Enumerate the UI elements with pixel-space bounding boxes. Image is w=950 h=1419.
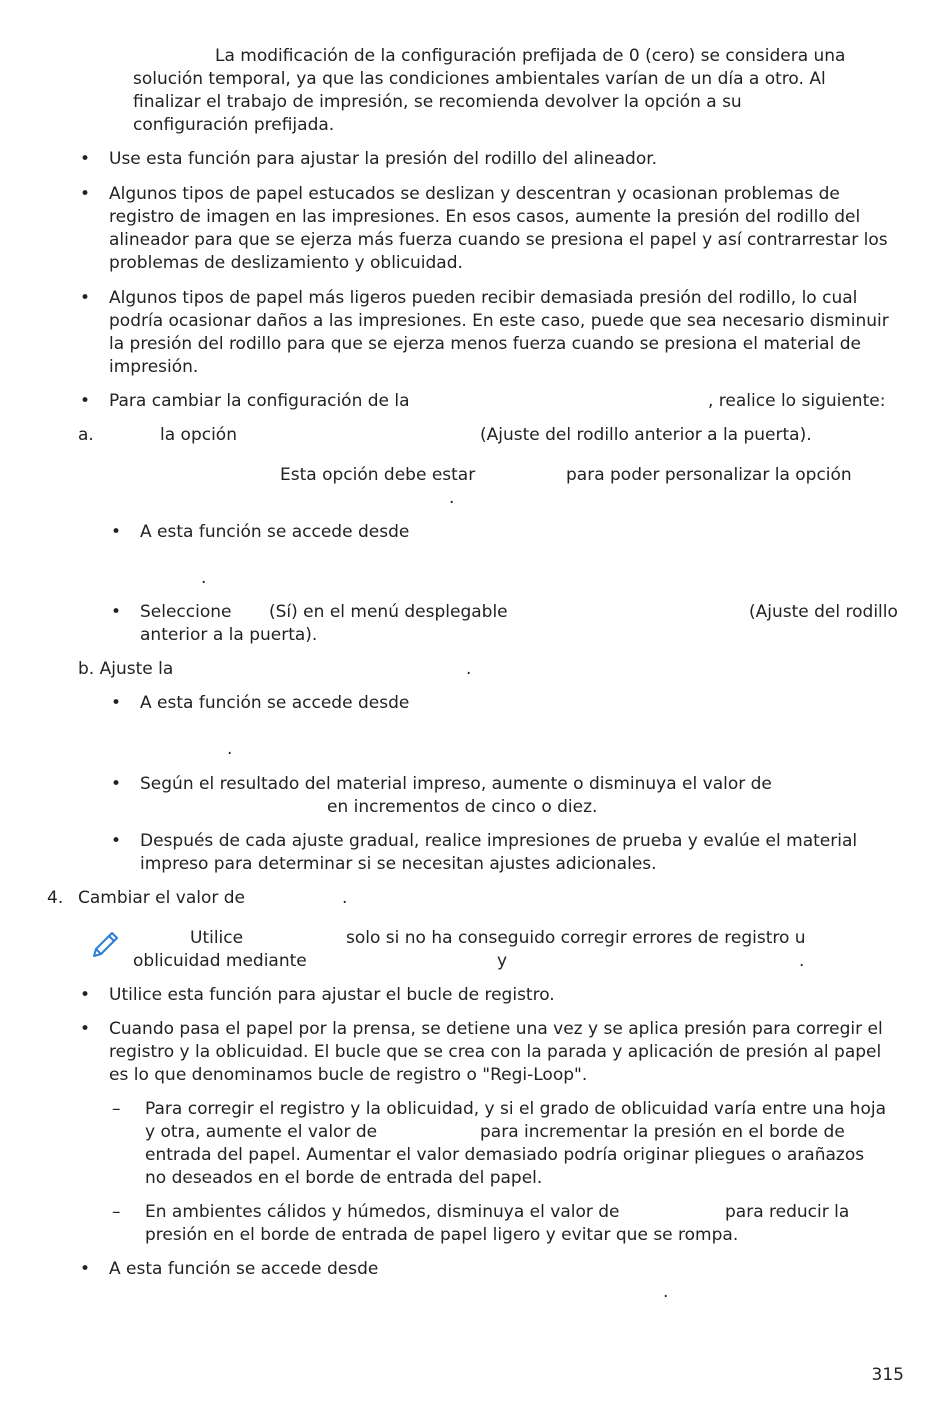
note-line: y	[497, 951, 508, 971]
note-line: Utilice	[190, 928, 244, 948]
list-item: y otra, aumente el valor de	[145, 1122, 378, 1142]
bullet-glyph: •	[111, 693, 122, 713]
bullet-glyph: •	[80, 985, 91, 1005]
list-item: Para corregir el registro y la oblicuidad, y si el grado de oblicuidad varía entre una hoja	[145, 1099, 886, 1119]
list-item: para reducir la	[725, 1202, 850, 1222]
list-item: , realice lo siguiente:	[708, 391, 886, 411]
bullet-glyph: •	[80, 1019, 91, 1039]
list-item: problemas de deslizamiento y oblicuidad.	[109, 253, 463, 273]
bullet-glyph: •	[80, 1259, 91, 1279]
note-line: solo si no ha conseguido corregir errores de registro u	[346, 928, 806, 948]
list-item: Algunos tipos de papel más ligeros pueden recibir demasiada presión del rodillo, lo cual	[109, 288, 858, 308]
pencil-note-icon	[90, 928, 122, 960]
list-item: alineador para que se ejerza más fuerza cuando se presiona el papel y así contrarrestar los	[109, 230, 888, 250]
list-item: impreso para determinar si se necesitan ajustes adicionales.	[140, 854, 657, 874]
list-item: Según el resultado del material impreso, aumente o disminuya el valor de	[140, 774, 772, 794]
step-text: Cambiar el valor de	[78, 888, 246, 908]
list-item: (Ajuste del rodillo	[749, 602, 898, 622]
note-line: .	[449, 488, 455, 508]
step-marker: a.	[78, 425, 94, 445]
list-item: entrada del papel. Aumentar el valor demasiado podría originar pliegues o arañazos	[145, 1145, 865, 1165]
page-number: 315	[871, 1365, 904, 1385]
bullet-glyph: •	[111, 774, 122, 794]
list-item: Utilice esta función para ajustar el bucle de registro.	[109, 985, 555, 1005]
list-item: es lo que denominamos bucle de registro o "Regi-Loop".	[109, 1065, 588, 1085]
bullet-glyph: •	[111, 831, 122, 851]
list-item: En ambientes cálidos y húmedos, disminuya el valor de	[145, 1202, 620, 1222]
dash-glyph: –	[112, 1099, 121, 1119]
list-item: anterior a la puerta).	[140, 625, 318, 645]
step-text: .	[342, 888, 348, 908]
list-item: Algunos tipos de papel estucados se deslizan y descentran y ocasionan problemas de	[109, 184, 840, 204]
step-text: (Ajuste del rodillo anterior a la puerta).	[480, 425, 812, 445]
bullet-glyph: •	[80, 149, 91, 169]
list-item: A esta función se accede desde	[140, 693, 410, 713]
list-item: (Sí) en el menú desplegable	[269, 602, 508, 622]
list-item: Cuando pasa el papel por la prensa, se detiene una vez y se aplica presión para corregir el	[109, 1019, 883, 1039]
list-item: .	[201, 568, 207, 588]
list-item: en incrementos de cinco o diez.	[327, 797, 598, 817]
list-item: presión en el borde de entrada de papel ligero y evitar que se rompa.	[145, 1225, 739, 1245]
list-item: .	[227, 739, 233, 759]
step-text: b. Ajuste la	[78, 659, 174, 679]
note-line: para poder personalizar la opción	[566, 465, 852, 485]
list-item: podría ocasionar daños a las impresiones. En este caso, puede que sea necesario disminuir	[109, 311, 889, 331]
list-item: A esta función se accede desde	[140, 522, 410, 542]
step-marker: 4.	[47, 888, 64, 908]
note-line: configuración prefijada.	[133, 115, 335, 135]
list-item: Para cambiar la configuración de la	[109, 391, 410, 411]
note-line: La modificación de la configuración prefijada de 0 (cero) se considera una	[215, 46, 846, 66]
note-line: .	[799, 951, 805, 971]
list-item: A esta función se accede desde	[109, 1259, 379, 1279]
list-item: Después de cada ajuste gradual, realice impresiones de prueba y evalúe el material	[140, 831, 858, 851]
list-item: registro de imagen en las impresiones. En esos casos, aumente la presión del rodillo del	[109, 207, 861, 227]
note-line: solución temporal, ya que las condiciones ambientales varían de un día a otro. Al	[133, 69, 826, 89]
list-item: no deseados en el borde de entrada del papel.	[145, 1168, 543, 1188]
list-item: la presión del rodillo para que se ejerza menos fuerza cuando se presiona el material de	[109, 334, 861, 354]
list-item: .	[663, 1282, 669, 1302]
bullet-glyph: •	[111, 602, 122, 622]
list-item: Seleccione	[140, 602, 232, 622]
list-item: impresión.	[109, 357, 199, 377]
step-text: .	[466, 659, 472, 679]
note-line: oblicuidad mediante	[133, 951, 307, 971]
bullet-glyph: •	[80, 288, 91, 308]
bullet-glyph: •	[80, 184, 91, 204]
list-item: para incrementar la presión en el borde de	[480, 1122, 845, 1142]
note-line: Esta opción debe estar	[280, 465, 476, 485]
bullet-glyph: •	[111, 522, 122, 542]
note-line: finalizar el trabajo de impresión, se recomienda devolver la opción a su	[133, 92, 742, 112]
list-item: Use esta función para ajustar la presión del rodillo del alineador.	[109, 149, 658, 169]
list-item: registro y la oblicuidad. El bucle que se crea con la parada y aplicación de presión al papel	[109, 1042, 882, 1062]
dash-glyph: –	[112, 1202, 121, 1222]
step-text: la opción	[160, 425, 237, 445]
bullet-glyph: •	[80, 391, 91, 411]
